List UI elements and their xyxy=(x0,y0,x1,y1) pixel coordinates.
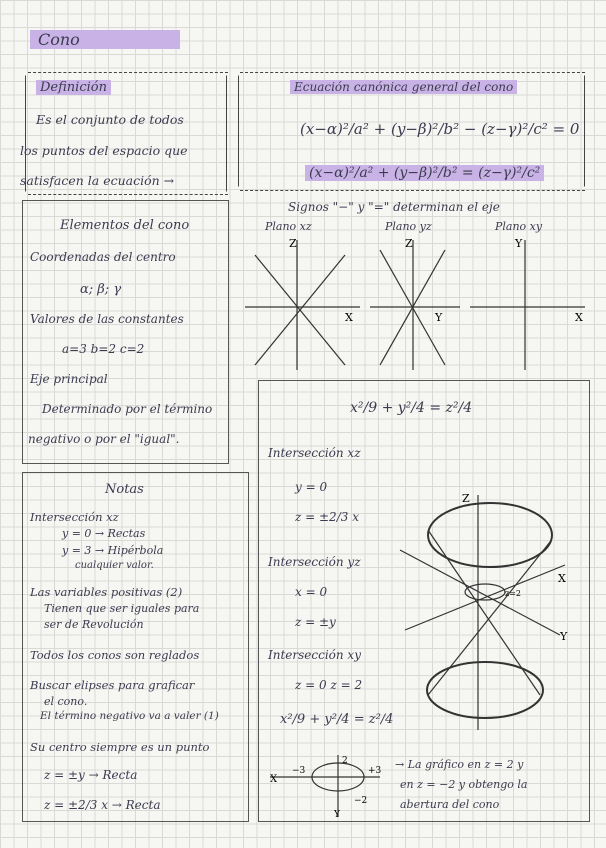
elementos-line: α; β; γ xyxy=(80,282,122,297)
axis-label: Z xyxy=(462,492,470,505)
grafico-nota: en z = −2 y obtengo la xyxy=(400,778,528,791)
page-title xyxy=(30,30,180,49)
notas-line: z = ±2/3 x → Recta xyxy=(44,798,161,812)
elementos-line: Valores de las constantes xyxy=(30,312,184,326)
ecuacion-heading: Ecuación canónica general del cono xyxy=(290,80,517,94)
int-yz-label: Intersección yz xyxy=(268,555,361,569)
int-xz-label: Intersección xz xyxy=(268,446,361,460)
notas-line: Su centro siempre es un punto xyxy=(30,740,210,754)
axis-label: z=2 xyxy=(505,589,522,598)
ecuacion-2: (x−α)²/a² + (y−β)²/b² = (z−γ)²/c² xyxy=(305,165,544,181)
elementos-line: Coordenadas del centro xyxy=(30,250,176,264)
notas-line: y = 3 → Hipérbola xyxy=(62,544,164,557)
planes-diagram xyxy=(245,235,590,375)
axis-label: +3 xyxy=(368,766,382,776)
divider xyxy=(240,72,585,73)
notas-line: y = 0 → Rectas xyxy=(62,527,146,540)
plano-xy-label: Plano xy xyxy=(495,220,543,233)
axis-label: Z xyxy=(405,237,413,250)
signos-nota: Signos "−" y "=" determinan el eje xyxy=(288,200,500,214)
definicion-line: Es el conjunto de todos xyxy=(36,112,184,127)
notas-line: z = ±y → Recta xyxy=(44,768,138,782)
axis-label: −2 xyxy=(354,796,368,806)
elementos-line: Determinado por el término xyxy=(42,402,213,416)
axis-label: Y xyxy=(435,311,443,324)
ecuacion-1: (x−α)²/a² + (y−β)²/b² − (z−γ)²/c² = 0 xyxy=(300,120,580,138)
axis-label: Z xyxy=(289,237,297,250)
grafico-nota: → La gráfico en z = 2 y xyxy=(395,758,524,771)
int-xz-line: z = ±2/3 x xyxy=(295,510,359,524)
int-yz-line: x = 0 xyxy=(295,585,328,599)
divider xyxy=(28,194,228,195)
axis-label: 2 xyxy=(342,756,348,766)
axis-label: Y xyxy=(334,810,340,820)
ellipse-diagram xyxy=(270,755,390,820)
notas-line: el cono. xyxy=(44,695,88,708)
plano-xz-label: Plano xz xyxy=(265,220,312,233)
notas-line: Intersección xz xyxy=(30,510,119,524)
elementos-line: Eje principal xyxy=(30,372,108,386)
elementos-line: negativo o por el "igual". xyxy=(28,432,180,446)
axis-label: −3 xyxy=(292,766,306,776)
notas-line: ser de Revolución xyxy=(44,618,144,631)
axis-label: Y xyxy=(515,237,523,250)
divider xyxy=(28,72,228,73)
elementos-line: a=3 b=2 c=2 xyxy=(62,342,145,356)
axis-label: X xyxy=(558,572,566,585)
notas-line: cualquier valor. xyxy=(75,560,154,571)
notas-line: Tienen que ser iguales para xyxy=(44,602,200,615)
axis-label: X xyxy=(345,311,353,324)
int-xy-line: z = 0 z = 2 xyxy=(295,678,363,692)
definicion-line: satisfacen la ecuación → xyxy=(20,173,175,188)
int-yz-line: z = ±y xyxy=(295,615,336,629)
axis-label: X xyxy=(575,311,583,324)
title-text: Cono xyxy=(30,30,180,49)
elementos-box xyxy=(22,200,229,464)
grafico-nota: abertura del cono xyxy=(400,798,500,811)
int-xy-label: Intersección xy xyxy=(268,648,361,662)
notas-line: Todos los conos son reglados xyxy=(30,648,200,662)
elementos-heading: Elementos del cono xyxy=(60,218,190,233)
definicion-line: los puntos del espacio que xyxy=(20,143,188,158)
notas-heading: Notas xyxy=(105,482,144,497)
axis-label: Y xyxy=(560,630,568,643)
notas-line: El término negativo va a valer (1) xyxy=(40,710,219,722)
plano-yz-label: Plano yz xyxy=(385,220,432,233)
cone-diagram xyxy=(400,490,590,740)
notas-line: Buscar elipses para graficar xyxy=(30,678,195,692)
int-xz-line: y = 0 xyxy=(295,480,328,494)
divider xyxy=(240,190,585,191)
definicion-heading: Definición xyxy=(36,80,111,95)
notas-line: Las variables positivas (2) xyxy=(30,585,183,599)
axis-label: X xyxy=(270,774,278,785)
int-xy-line: x²/9 + y²/4 = z²/4 xyxy=(280,712,394,727)
ejemplo-ecuacion: x²/9 + y²/4 = z²/4 xyxy=(350,400,473,416)
